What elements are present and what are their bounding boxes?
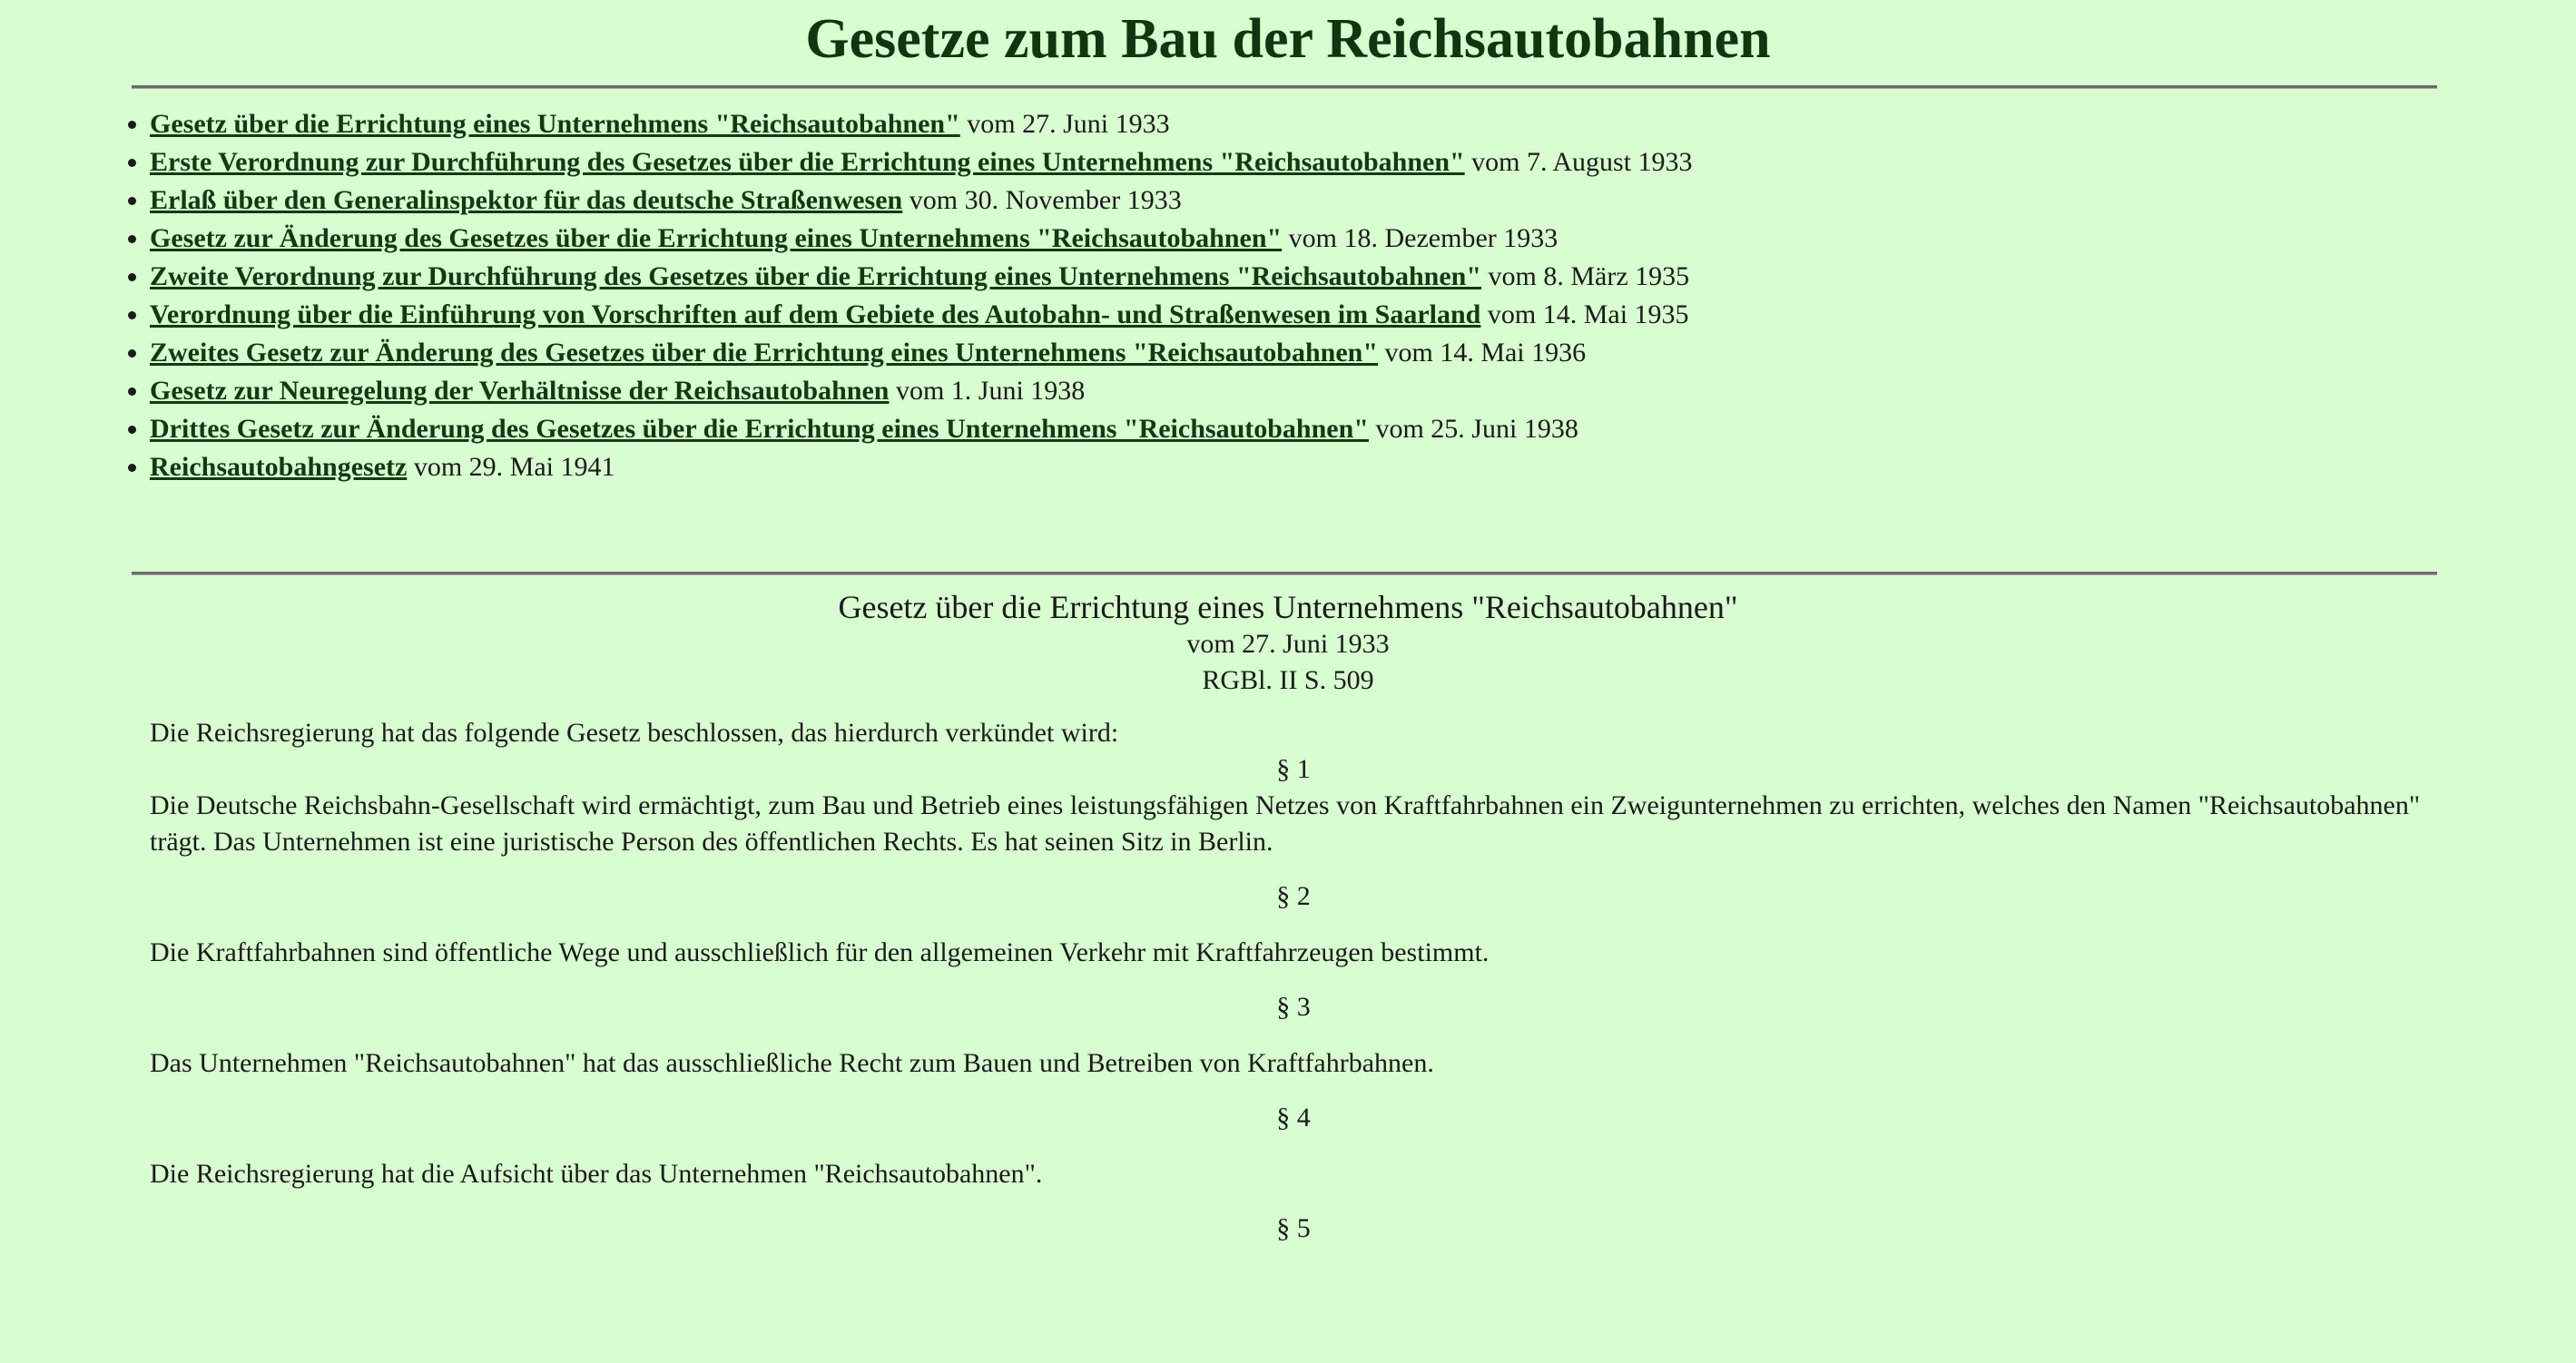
paragraph-text-1: Die Deutsche Reichsbahn-Gesellschaft wird ermächtigt, zum Bau und Betrieb eines leistungsfähigen Netzes von Kraftfahrbahnen ein Zweigunternehmen zu errichten, welches den Namen "Reichsautobahnen" trägt. Das Unternehmen ist eine juristische Person des öffentlichen Rechts. Es hat seinen Sitz in Berlin. <box>150 790 2421 857</box>
law-date-9: vom 25. Juni 1938 <box>1368 414 1578 444</box>
list-item <box>150 181 2576 220</box>
law-date-6: vom 14. Mai 1935 <box>1480 299 1689 329</box>
law-link-8[interactable]: Gesetz zur Neuregelung der Verhältnisse der Reichsautobahnen <box>150 376 890 406</box>
spacer <box>0 486 2576 572</box>
page-title: Gesetze zum Bau der Reichsautobahnen <box>805 8 1771 70</box>
law-date-3: vom 30. November 1933 <box>902 185 1182 215</box>
law-index-list <box>0 89 2576 486</box>
law-link-3[interactable]: Erlaß über den Generalinspektor für das deutsche Straßenwesen <box>150 185 903 215</box>
law-header <box>0 575 2576 699</box>
paragraph-number-3: § 3 <box>1276 992 1311 1022</box>
paragraph-number-4: § 4 <box>1276 1103 1311 1133</box>
list-item <box>150 410 2576 448</box>
law-body <box>150 715 2437 1247</box>
paragraph-number-2: § 2 <box>1276 881 1311 911</box>
paragraph-text-4: Die Reichsregierung hat die Aufsicht über das Unternehmen "Reichsautobahnen". <box>150 1159 1043 1189</box>
law-link-7[interactable]: Zweites Gesetz zur Änderung des Gesetzes über die Errichtung eines Unternehmens "Reichsautobahnen" <box>150 338 1378 368</box>
law-title: Gesetz über die Errichtung eines Unternehmens "Reichsautobahnen" <box>838 589 1738 625</box>
law-date-4: vom 18. Dezember 1933 <box>1282 223 1558 253</box>
list-item <box>150 448 2576 486</box>
law-source: RGBl. II S. 509 <box>1202 665 1374 695</box>
list-item <box>150 334 2576 372</box>
law-date-10: vom 29. Mai 1941 <box>407 452 615 482</box>
law-date: vom 27. Juni 1933 <box>1186 629 1390 659</box>
law-date-5: vom 8. März 1935 <box>1481 261 1690 291</box>
list-item <box>150 296 2576 334</box>
list-item <box>150 143 2576 181</box>
list-item <box>150 258 2576 296</box>
paragraph-text-3: Das Unternehmen "Reichsautobahnen" hat das ausschließliche Recht zum Bauen und Betreiben von Kraftfahrbahnen. <box>150 1048 1434 1078</box>
law-link-10[interactable]: Reichsautobahngesetz <box>150 452 408 482</box>
law-date-8: vom 1. Juni 1938 <box>889 376 1086 406</box>
paragraph-text-2: Die Kraftfahrbahnen sind öffentliche Wege und ausschließlich für den allgemeinen Verkehr mit Kraftfahrzeugen bestimmt. <box>150 937 1490 967</box>
law-intro: Die Reichsregierung hat das folgende Gesetz beschlossen, das hierdurch verkündet wird: <box>150 718 1119 748</box>
paragraph-number-5: § 5 <box>1276 1213 1311 1243</box>
list-item <box>150 220 2576 258</box>
law-link-4[interactable]: Gesetz zur Änderung des Gesetzes über die Errichtung eines Unternehmens "Reichsautobahnen" <box>150 223 1283 253</box>
list-item <box>150 105 2576 143</box>
law-link-9[interactable]: Drittes Gesetz zur Änderung des Gesetzes über die Errichtung eines Unternehmens "Reichsautobahnen" <box>150 414 1369 444</box>
law-link-6[interactable]: Verordnung über die Einführung von Vorschriften auf dem Gebiete des Autobahn- und Straßenwesen im Saarland <box>150 299 1481 329</box>
paragraph-number-1: § 1 <box>1276 754 1311 784</box>
law-date-1: vom 27. Juni 1933 <box>959 109 1170 139</box>
law-link-5[interactable]: Zweite Verordnung zur Durchführung des Gesetzes über die Errichtung eines Unternehmens "Reichsautobahnen" <box>150 261 1481 291</box>
list-item <box>150 372 2576 410</box>
law-link-2[interactable]: Erste Verordnung zur Durchführung des Gesetzes über die Errichtung eines Unternehmens "Reichsautobahnen" <box>150 147 1465 177</box>
law-date-2: vom 7. August 1933 <box>1464 147 1693 177</box>
law-link-1[interactable]: Gesetz über die Errichtung eines Unternehmens "Reichsautobahnen" <box>150 109 960 139</box>
law-date-7: vom 14. Mai 1936 <box>1377 338 1587 368</box>
